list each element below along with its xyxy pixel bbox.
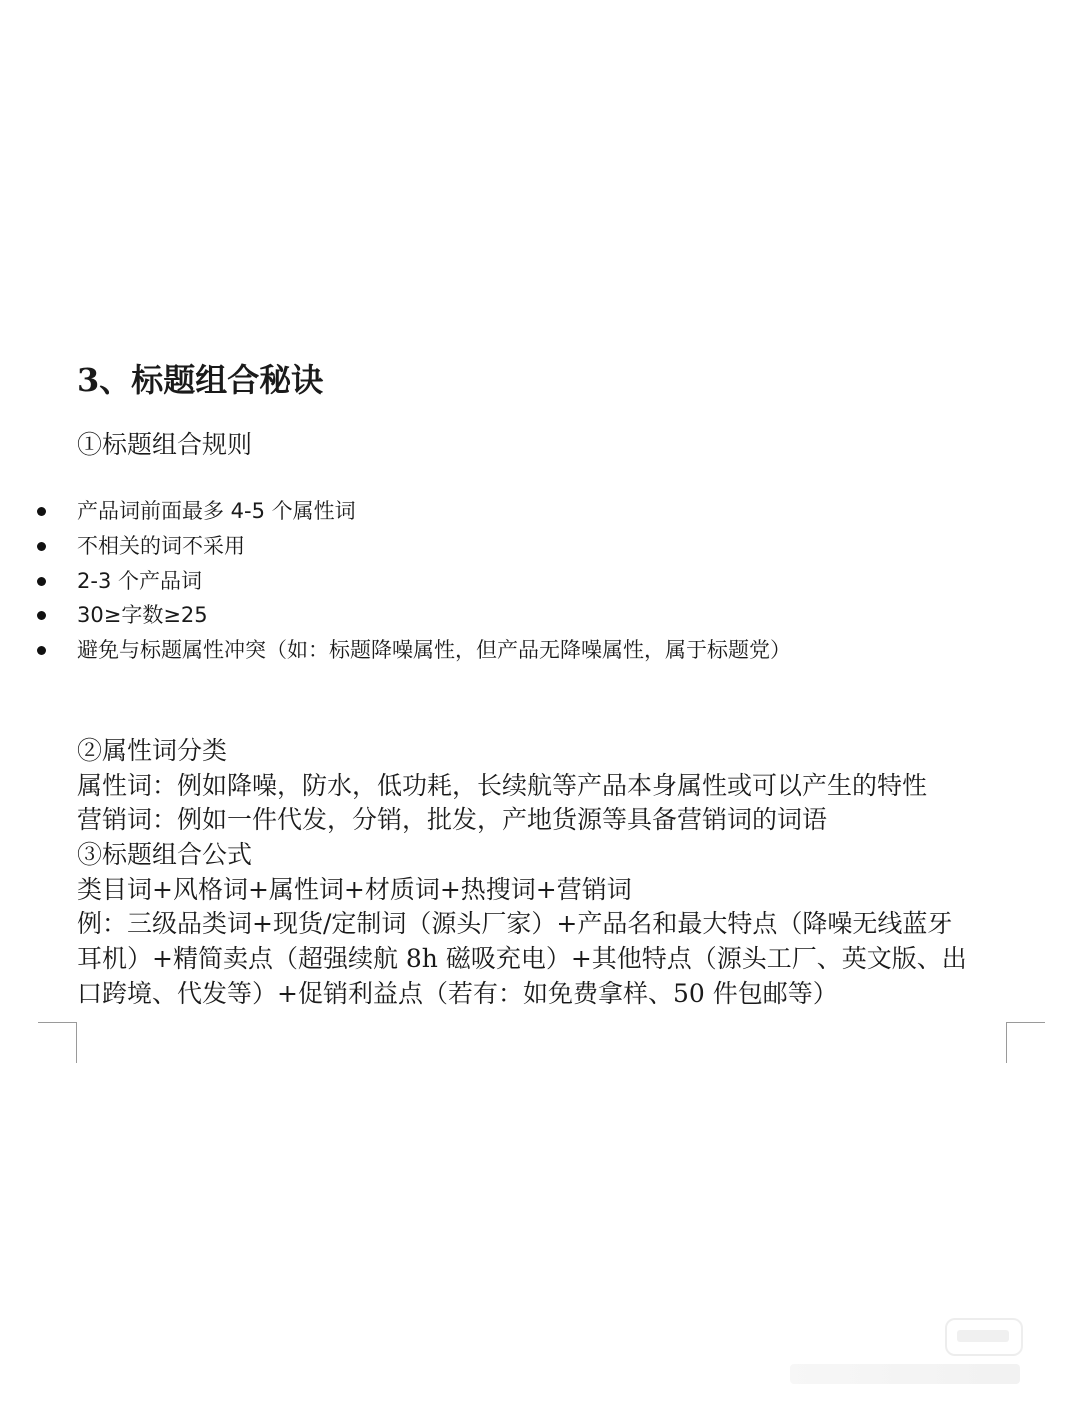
bullet-icon xyxy=(37,542,46,551)
watermark-logo xyxy=(945,1318,1023,1356)
watermark-signature xyxy=(790,1364,1020,1384)
rule-text: 产品词前面最多 4-5 个属性词 xyxy=(77,499,356,523)
marketing-words-paragraph: 营销词：例如一件代发，分销，批发，产地货源等具备营销词的词语 xyxy=(77,805,828,835)
example-line-1: 例：三级品类词+现货/定制词（源头厂家）+产品名和最大特点（降噪无线蓝牙 xyxy=(77,909,953,939)
page-corner-mark-right xyxy=(1006,1022,1045,1063)
list-item xyxy=(0,494,791,529)
formula-paragraph: 类目词+风格词+属性词+材质词+热搜词+营销词 xyxy=(77,874,632,904)
page-corner-mark-left xyxy=(38,1022,77,1063)
rules-list xyxy=(0,494,791,668)
sub-heading-title-formula: ③标题组合公式 xyxy=(77,840,253,870)
sub-heading-title-rules: ①标题组合规则 xyxy=(77,430,253,459)
example-line-3: 口跨境、代发等）+促销利益点（若有：如免费拿样、50 件包邮等） xyxy=(77,978,838,1008)
bullet-icon xyxy=(37,646,46,655)
classification-and-formula-block xyxy=(77,734,967,1012)
sub-heading-attribute-classification: ②属性词分类 xyxy=(77,736,228,765)
list-item xyxy=(0,529,791,564)
attribute-words-paragraph: 属性词：例如降噪，防水，低功耗，长续航等产品本身属性或可以产生的特性 xyxy=(77,770,928,800)
list-item xyxy=(0,598,791,633)
bullet-icon xyxy=(37,577,46,586)
rule-text: 不相关的词不采用 xyxy=(77,533,245,558)
rule-text: 30≥字数≥25 xyxy=(77,603,208,628)
rule-text: 避免与标题属性冲突（如：标题降噪属性，但产品无降噪属性，属于标题党） xyxy=(77,638,791,663)
list-item xyxy=(0,633,791,668)
bullet-icon xyxy=(37,611,46,620)
example-line-2: 耳机）+精简卖点（超强续航 8h 磁吸充电）+其他特点（源头工厂、英文版、出 xyxy=(77,944,967,974)
rule-text: 2-3 个产品词 xyxy=(77,568,202,593)
section-title: 3、标题组合秘诀 xyxy=(77,361,324,399)
list-item xyxy=(0,564,791,599)
bullet-icon xyxy=(37,507,46,516)
